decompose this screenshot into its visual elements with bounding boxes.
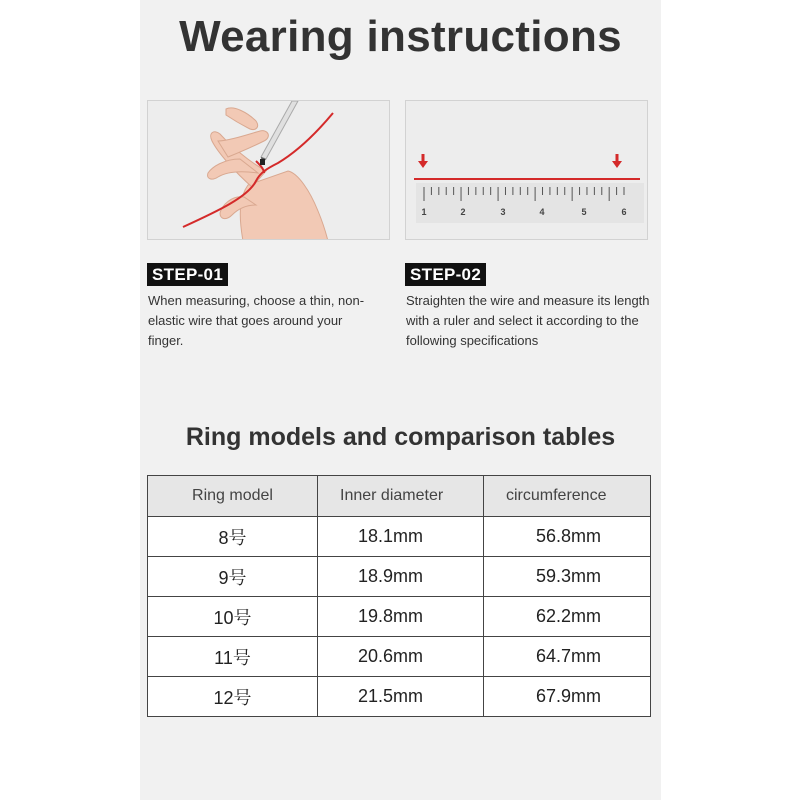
page-title: Wearing instructions [179,12,622,61]
table-title: Ring models and comparison tables [185,423,616,451]
cell-ring-model: 8号 [148,517,318,557]
table-row [148,517,651,557]
ring-size-table [147,475,651,717]
step2-tag: STEP-02 [405,263,486,286]
cell-circumference: 59.3mm [484,557,651,597]
step2-text: Straighten the wire and measure its length with a ruler and select it according to the following specifications [406,293,650,348]
ruler-label: 4 [539,207,545,217]
cell-ring-model: 11号 [148,637,318,677]
ruler-label: 6 [621,207,627,217]
table-row [148,637,651,677]
cell-inner-diameter: 18.9mm [318,557,484,597]
cell-circumference: 64.7mm [484,637,651,677]
cell-ring-model: 12号 [148,677,318,717]
cell-inner-diameter: 20.6mm [318,637,484,677]
step1-hand-illustration [147,100,390,240]
table-row [148,677,651,717]
cell-inner-diameter: 21.5mm [318,677,484,717]
cell-ring-model: 9号 [148,557,318,597]
cell-inner-diameter: 19.8mm [318,597,484,637]
step2-ruler-illustration [405,100,648,240]
step1-tag: STEP-01 [147,263,228,286]
ruler-label: 5 [581,207,587,217]
header-ring-model: Ring model [148,476,318,517]
table-row [148,597,651,637]
ruler-label: 3 [500,207,506,217]
step1-text: When measuring, choose a thin, non-elastic wire that goes around your finger. [148,293,365,348]
ruler-label: 1 [421,207,427,217]
table-header-row [148,476,651,517]
header-inner-diameter: Inner diameter [318,476,484,517]
cell-circumference: 67.9mm [484,677,651,717]
ruler-label: 2 [460,207,466,217]
cell-inner-diameter: 18.1mm [318,517,484,557]
cell-circumference: 56.8mm [484,517,651,557]
cell-ring-model: 10号 [148,597,318,637]
cell-circumference: 62.2mm [484,597,651,637]
table-row [148,557,651,597]
header-circumference: circumference [484,476,651,517]
